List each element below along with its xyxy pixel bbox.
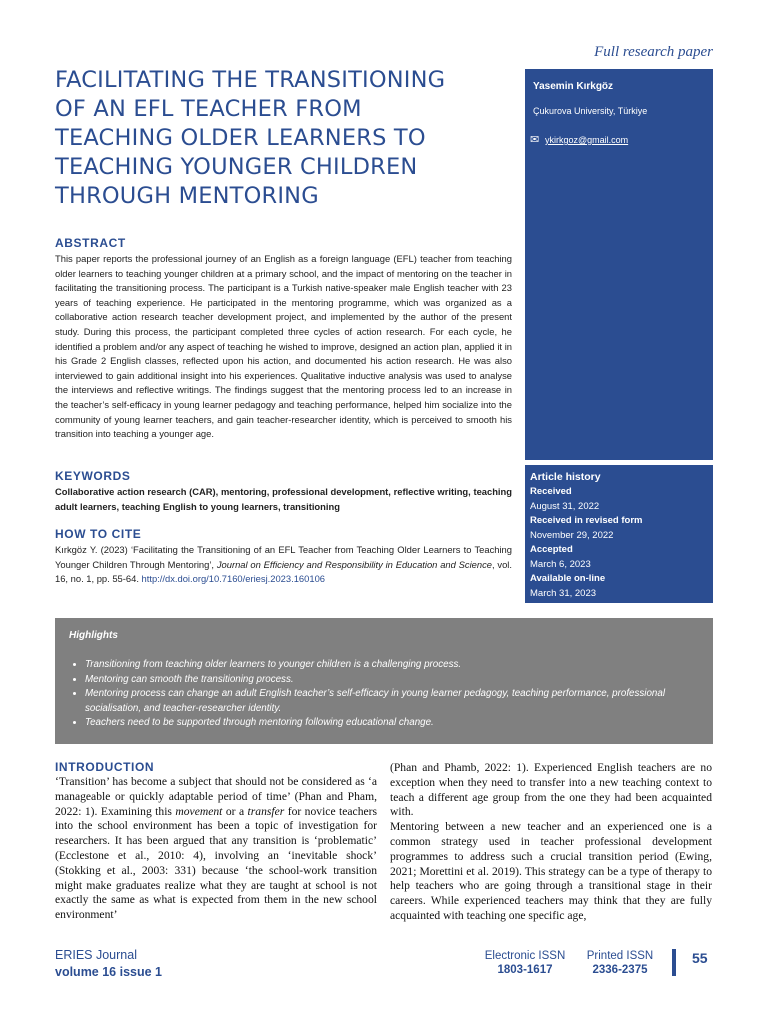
history-date-accepted: March 6, 2023 — [530, 558, 591, 570]
citation-journal: Journal on Efficiency and Responsibility in Education and Science — [216, 558, 492, 570]
history-date-received: August 31, 2022 — [530, 500, 600, 512]
citation-text-before: Kırkgöz Y. (2023) ‘Facilitating the Transitioning of an EFL Teacher from Teaching Older Learners to Teaching Younger Children Through Mentoring’, — [55, 544, 512, 570]
history-label-received: Received — [530, 486, 572, 497]
electronic-issn — [484, 950, 566, 976]
intro-paragraph: Mentoring between a new teacher and an experienced one is a common strategy used in teacher professional development programmes to address such a crucial transition period (Ewing, 2021; Morettini et al. 2019). This strategy can be a type of therapy to help teachers who are going through a transitional stage in their careers. While experienced teachers may think that they are fully acquainted with teaching one specific age, — [390, 820, 712, 922]
title-line: THROUGH MENTORING — [55, 183, 319, 209]
mail-icon: ✉ — [530, 134, 540, 146]
intro-emphasis: transfer — [247, 804, 285, 818]
footer-divider — [672, 949, 676, 976]
highlights-title: Highlights — [69, 630, 118, 641]
intro-text: ‘Transition’ has become a subject that should not be considered as ‘a manageable or quickly adaptable period of time’ (Phan and Pham, 2022: 1). Examining this — [55, 775, 377, 818]
author-affiliation: Çukurova University, Türkiye — [533, 106, 648, 116]
introduction-column-2 — [390, 761, 712, 924]
author-name: Yasemin Kırkgöz — [533, 81, 614, 92]
history-label-accepted: Accepted — [530, 544, 573, 555]
footer-journal-name: ERIES Journal — [55, 948, 137, 962]
citation-doi-link[interactable]: http://dx.doi.org/10.7160/eriesj.2023.160106 — [141, 573, 326, 585]
page-number: 55 — [692, 950, 708, 966]
intro-text: for novice teachers into the school environment has been a topic of investigation for researchers. It has been argued that any transition is ‘problematic’ (Ecclestone et al., 2010: 4), involving an ‘inevitable shock’ (Stokking et al., 2003: 331) because ‘the school-work transition might make graduates realize what they are taught at school is not exactly the same as what is expected from them in the new school environment’ — [55, 804, 378, 922]
title-line: OF AN EFL TEACHER FROM — [55, 96, 362, 122]
abstract-heading: ABSTRACT — [55, 236, 126, 250]
article-history-title: Article history — [530, 471, 601, 483]
history-date-online: March 31, 2023 — [530, 587, 597, 599]
paper-type-label: Full research paper — [594, 44, 713, 60]
printed-issn-label: Printed ISSN — [586, 950, 654, 962]
highlights-box — [55, 618, 713, 744]
electronic-issn-label: Electronic ISSN — [484, 950, 566, 962]
author-email-link[interactable]: ykirkgoz@gmail.com — [545, 135, 629, 145]
introduction-heading: INTRODUCTION — [55, 760, 155, 774]
history-label-revised: Received in revised form — [530, 515, 643, 526]
title-line: TEACHING YOUNGER CHILDREN — [55, 154, 418, 180]
highlight-item: • Transitioning from teaching older learners to younger children is a challenging process. — [85, 658, 715, 673]
keywords-heading: KEYWORDS — [55, 469, 131, 483]
intro-emphasis: movement — [175, 804, 223, 818]
abstract-text: This paper reports the professional journey of an English as a foreign language (EFL) teacher from teaching older learners to teaching younger children at a primary school, and the impact of mentoring on the teacher in facilitating the transitioning process. The participant is a Turkish native-speaker male English teacher with 23 years of teaching experience. He participated in the mentoring programme, which was organized as a collaborative action research teacher development project, and implemented by the author of the present study. During this process, the participant completed three cycles of action research. For each cycle, he identified a problem and/or any aspect of teaching he wished to improve, designed an action plan, applied it in his Grade 2 English classes, reflected upon his action, and documented his action research. He was also interviewed to gain additional insight into his experiences. Qualitative inductive analysis was used to analyse the interviews and reflective writings. The findings suggest that the mentoring process led to an increase in the teacher’s self-efficacy in young learner pedagogy and teaching performance, helped him socialize into the community of young learner teachers, and gain teacher-researcher identity, which is perceived to smooth his transition into teaching a younger age. — [55, 253, 512, 440]
highlights-list — [69, 658, 715, 731]
highlight-item: • Mentoring process can change an adult English teacher’s self-efficacy in young learner pedagogy, teaching performance, professional socialisation, and teacher-researcher identity. — [85, 687, 715, 716]
paper-title — [55, 66, 495, 211]
history-label-online: Available on-line — [530, 573, 606, 584]
highlight-item: • Mentoring can smooth the transitioning process. — [85, 673, 715, 688]
title-line: FACILITATING THE TRANSITIONING — [55, 67, 446, 93]
citation-text — [55, 543, 512, 587]
how-to-cite-heading: HOW TO CITE — [55, 527, 142, 541]
intro-paragraph — [55, 775, 377, 923]
highlight-item: • Teachers need to be supported through mentoring following educational change. — [85, 716, 715, 731]
electronic-issn-number: 1803-1617 — [497, 964, 553, 976]
citation-text-after: , vol. 16, no. 1, pp. 55-64. — [55, 558, 512, 585]
intro-paragraph: (Phan and Phamb, 2022: 1). Experienced English teachers are no exception when they need to transfer into a new teaching context to teach a different age group from the one they had been acquainted with. — [390, 761, 712, 819]
title-line: TEACHING OLDER LEARNERS TO — [55, 125, 426, 151]
author-email-row — [530, 133, 628, 146]
article-history-panel — [525, 465, 713, 603]
author-panel — [525, 69, 713, 460]
printed-issn-number: 2336-2375 — [592, 964, 648, 976]
printed-issn — [584, 950, 656, 976]
keywords-text: Collaborative action research (CAR), mentoring, professional development, reflective writing, teaching adult learners, teaching English to young learners, transitioning — [55, 486, 512, 512]
footer-volume: volume 16 issue 1 — [55, 965, 163, 979]
introduction-column-1 — [55, 775, 377, 923]
history-date-revised: November 29, 2022 — [530, 529, 614, 541]
intro-text: or a — [222, 804, 248, 818]
